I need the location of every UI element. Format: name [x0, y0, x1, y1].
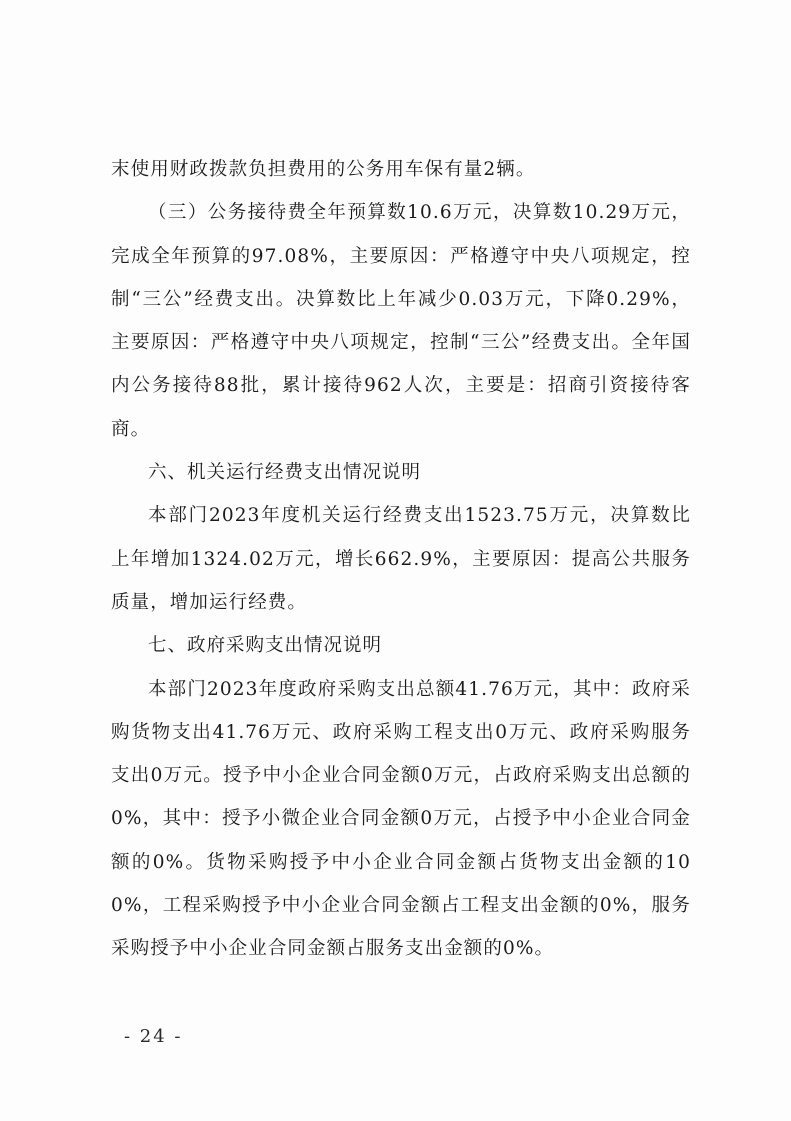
section-heading-procurement: 七、政府采购支出情况说明 [148, 635, 383, 657]
paragraph-procurement: 本部门2023年度政府采购支出总额41.76万元，其中：政府采购货物支出41.76万元、政府采购工程支出0万元、政府采购服务支出0万元。授予中小企业合同金额0万元，占政府采购支出总额的0%，其中：授予小微企业合同金额0万元，占授予中小企业合同金额的0%。货物采购授予中小企业合同金额占货物支出金额的100%，工程采购授予中小企业合同金额占工程支出金额的0%，服务采购授予中小企业合同金额占服务支出金额的0%。 [111, 678, 691, 960]
paragraph-reception-expenses: （三）公务接待费全年预算数10.6万元，决算数10.29万元，完成全年预算的97.08%，主要原因：严格遵守中央八项规定，控制“三公”经费支出。决算数比上年减少0.03万元，下降0.29%，主要原因：严格遵守中央八项规定，控制“三公”经费支出。全年国内公务接待88批，累计接待962人次，主要是：招商引资接待客商。 [111, 202, 691, 440]
paragraph-operating-expenses: 本部门2023年度机关运行经费支出1523.75万元，决算数比上年增加1324.02万元，增长662.9%，主要原因：提高公共服务质量，增加运行经费。 [111, 505, 691, 613]
paragraph-vehicle-count: 末使用财政拨款负担费用的公务用车保有量2辆。 [111, 159, 536, 180]
page-number: - 24 - [124, 1026, 183, 1047]
section-heading-operating-expenses: 六、机关运行经费支出情况说明 [148, 462, 422, 484]
document-body [111, 148, 691, 971]
